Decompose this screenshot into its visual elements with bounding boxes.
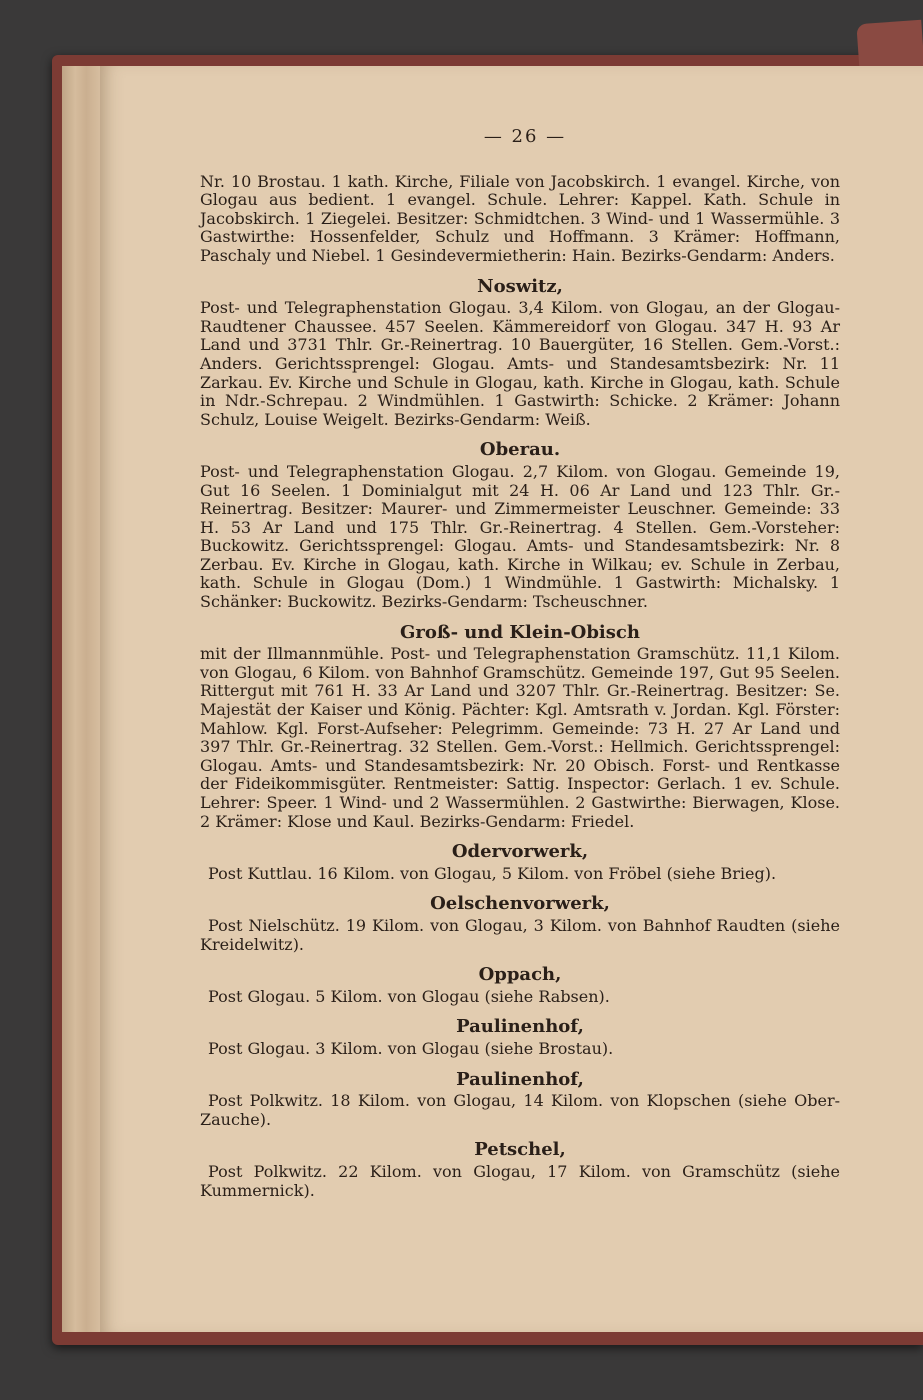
entry-heading: Paulinenhof, (456, 1068, 584, 1090)
entry-paulinenhof-2 (200, 1068, 840, 1130)
entry-text: Post- und Telegraphenstation Glogau. 2,7 Kilom. von Glogau. Gemeinde 19, Gut 16 Seelen. 1 Dominialgut mit 24 H. 06 Ar Land und 123 Thlr. Gr.-Reinertrag. Besitzer: Maurer- und Zimmermeister Leuschner. Gemeinde: 33 H. 53 Ar Land und 175 Thlr. Gr.-Reinertrag. 4 Stellen. Gem.-Vorsteher: Buckowitz. Gerichtssprengel: Glogau. Amts- und Standesamtsbezirk: Nr. 8 Zerbau. Ev. Kirche in Glogau, kath. Kirche in Wilkau; ev. Schule in Zerbau, kath. Schule in Glogau (Dom.) 1 Windmühle. 1 Gastwirth: Michalsky. 1 Schänker: Buckowitz. Bezirks-Gendarm: Tscheuschner. (200, 461, 840, 612)
entry-oppach (200, 966, 840, 1006)
entry-odervorwerk (200, 843, 840, 883)
entry-heading: Odervorwerk, (451, 841, 589, 863)
entry-petschel (200, 1141, 840, 1200)
entry-text: Post- und Telegraphenstation Glogau. 3,4 Kilom. von Glogau, an der Glogau-Raudtener Chaussee. 457 Seelen. Kämmereidorf von Glogau. 347 H. 93 Ar Land und 3731 Thlr. Gr.-Reinertrag. 10 Bauergüter, 16 Stellen. Gem.-Vorst.: Anders. Gerichtssprengel: Glogau. Amts- und Standesamtsbezirk: Nr. 11 Zarkau. Ev. Kirche und Schule in Glogau, kath. Kirche in Glogau, kath. Schule in Ndr.-Schrepau. 2 Windmühlen. 1 Gastwirth: Schicke. 2 Krämer: Johann Schulz, Louise Weigelt. Bezirks-Gendarm: Weiß. (200, 298, 840, 429)
entry-oberau (200, 441, 840, 611)
entry-heading: Groß- und Klein-Obisch (400, 621, 640, 643)
entry-paulinenhof-1 (200, 1018, 840, 1058)
entry-obisch (200, 621, 840, 832)
entry-text: Post Glogau. 5 Kilom. von Glogau (siehe Rabsen). (208, 986, 610, 1006)
entry-heading: Petschel, (474, 1139, 566, 1161)
entry-brostau-continued (200, 173, 840, 266)
entry-heading: Oelschenvorwerk, (430, 893, 610, 915)
entry-text: Post Nielschütz. 19 Kilom. von Glogau, 3 Kilom. von Bahnhof Raudten (siehe Kreidelwitz). (200, 915, 840, 954)
entry-text: Post Kuttlau. 16 Kilom. von Glogau, 5 Kilom. von Fröbel (siehe Brieg). (208, 863, 777, 883)
entry-noswitz (200, 275, 840, 430)
page-number: — 26 — (483, 126, 567, 147)
entry-text: mit der Illmannmühle. Post- und Telegraphenstation Gramschütz. 11,1 Kilom. von Glogau, 6 Kilom. von Bahnhof Gramschütz. Gemeinde 197, Gut 95 Seelen. Rittergut mit 761 H. 33 Ar Land und 3207 Thlr. Gr.-Reinertrag. Besitzer: Se. Majestät der Kaiser und König. Pächter: Kgl. Amtsrath v. Jordan. Kgl. Förster: Mahlow. Kgl. Forst-Aufseher: Pelegrimm. Gemeinde: 73 H. 27 Ar Land und 397 Thlr. Gr.-Reinertrag. 32 Stellen. Gem.-Vorst.: Hellmich. Gerichtssprengel: Glogau. Amts- und Standesamtsbezirk: Nr. 20 Obisch. Forst- und Rentkasse der Fideikommisgüter. Rentmeister: Sattig. Inspector: Gerlach. 1 ev. Schule. Lehrer: Speer. 1 Wind- und 2 Wassermühlen. 2 Gastwirthe: Bierwagen, Klose. 2 Krämer: Klose und Kaul. Bezirks-Gendarm: Friedel. (200, 644, 840, 831)
entry-heading: Oppach, (478, 964, 562, 986)
entry-text: Nr. 10 Brostau. 1 kath. Kirche, Filiale von Jacobskirch. 1 evangel. Kirche, von Glogau aus bedient. 1 evangel. Schule. Lehrer: Kappel. Kath. Schule in Jacobskirch. 1 Ziegelei. Besitzer: Schmidtchen. 3 Wind- und 1 Wassermühle. 3 Gastwirthe: Hossenfelder, Schulz und Hoffmann. 3 Krämer: Hoffmann, Paschaly und Niebel. 1 Gesindevermietherin: Hain. Bezirks-Gendarm: Anders. (200, 171, 840, 265)
entry-text: Post Glogau. 3 Kilom. von Glogau (siehe Brostau). (208, 1038, 614, 1058)
entry-heading: Oberau. (479, 439, 561, 461)
entry-heading: Noswitz, (477, 275, 563, 297)
page-content (200, 128, 840, 1200)
entry-text: Post Polkwitz. 22 Kilom. von Glogau, 17 Kilom. von Gramschütz (siehe Kummernick). (200, 1161, 840, 1200)
entry-oelschenvorwerk (200, 895, 840, 954)
entry-text: Post Polkwitz. 18 Kilom. von Glogau, 14 Kilom. von Klopschen (siehe Ober-Zauche). (200, 1091, 840, 1129)
entry-heading: Paulinenhof, (456, 1016, 584, 1038)
